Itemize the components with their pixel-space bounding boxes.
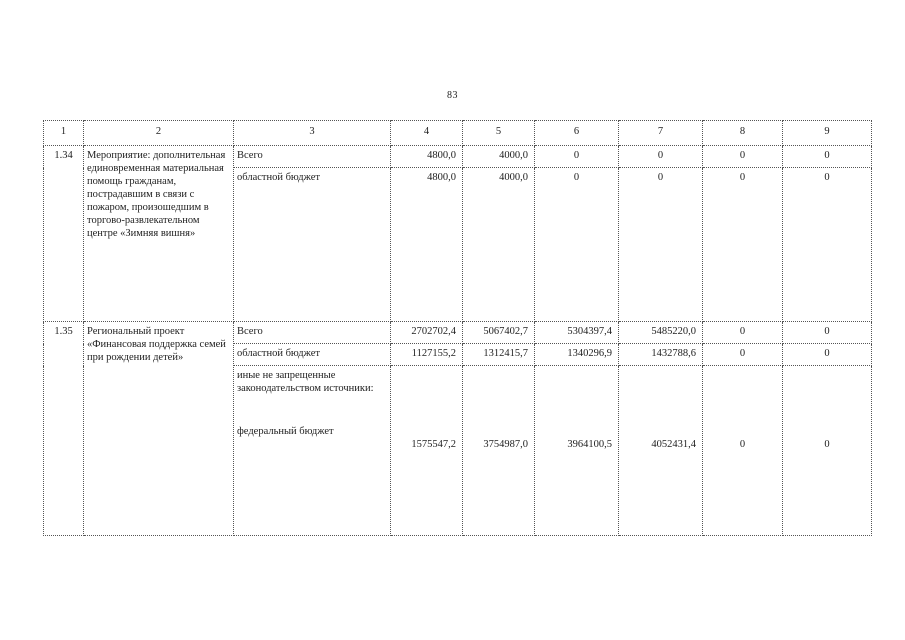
funding-source: областной бюджет xyxy=(234,168,391,322)
value-cell: 4800,0 xyxy=(391,168,463,322)
funding-source-federal: федеральный бюджет xyxy=(237,426,334,437)
header-cell: 2 xyxy=(84,121,234,146)
budget-table xyxy=(43,120,872,536)
item-description: Региональный проект «Финансовая поддержка семей при рождении детей» xyxy=(84,322,234,536)
value-cell: 5485220,0 xyxy=(619,322,703,344)
value-cell: 3754987,0 xyxy=(463,366,535,536)
value-cell: 3964100,5 xyxy=(535,366,619,536)
value-cell: 0 xyxy=(619,168,703,322)
value-cell: 0 xyxy=(619,146,703,168)
header-cell: 5 xyxy=(463,121,535,146)
header-cell: 6 xyxy=(535,121,619,146)
value-cell: 4000,0 xyxy=(463,168,535,322)
funding-source: иные не запрещенные законодательством источники: xyxy=(237,370,374,394)
value-cell: 2702702,4 xyxy=(391,322,463,344)
value-cell: 0 xyxy=(783,366,872,536)
value-cell: 1575547,2 xyxy=(391,366,463,536)
header-cell: 3 xyxy=(234,121,391,146)
header-cell: 1 xyxy=(44,121,84,146)
funding-source: Всего xyxy=(234,146,391,168)
value-cell: 1340296,9 xyxy=(535,344,619,366)
value-cell: 4000,0 xyxy=(463,146,535,168)
funding-source-cell xyxy=(234,366,391,536)
header-cell: 8 xyxy=(703,121,783,146)
value-cell: 4052431,4 xyxy=(619,366,703,536)
funding-source: Всего xyxy=(234,322,391,344)
value-cell: 0 xyxy=(783,322,872,344)
value-cell: 0 xyxy=(783,344,872,366)
value-cell: 0 xyxy=(535,146,619,168)
value-cell: 5304397,4 xyxy=(535,322,619,344)
value-cell: 1432788,6 xyxy=(619,344,703,366)
item-number: 1.35 xyxy=(44,322,84,536)
table-row xyxy=(44,146,872,168)
value-cell: 4800,0 xyxy=(391,146,463,168)
value-cell: 5067402,7 xyxy=(463,322,535,344)
table-row xyxy=(44,322,872,344)
page-number: 83 xyxy=(447,90,458,101)
item-number: 1.34 xyxy=(44,146,84,322)
value-cell: 0 xyxy=(703,344,783,366)
header-cell: 7 xyxy=(619,121,703,146)
header-row xyxy=(44,121,872,146)
item-description: Мероприятие: дополнительная единовременная материальная помощь гражданам, пострадавшим в связи с пожаром, произошедшим в торгово-развлекательном центре «Зимняя вишня» xyxy=(84,146,234,322)
value-cell: 0 xyxy=(783,146,872,168)
value-cell: 1312415,7 xyxy=(463,344,535,366)
value-cell: 0 xyxy=(703,168,783,322)
value-cell: 0 xyxy=(535,168,619,322)
value-cell: 1127155,2 xyxy=(391,344,463,366)
value-cell: 0 xyxy=(703,366,783,536)
header-cell: 9 xyxy=(783,121,872,146)
value-cell: 0 xyxy=(703,146,783,168)
header-cell: 4 xyxy=(391,121,463,146)
value-cell: 0 xyxy=(783,168,872,322)
funding-source: областной бюджет xyxy=(234,344,391,366)
value-cell: 0 xyxy=(703,322,783,344)
